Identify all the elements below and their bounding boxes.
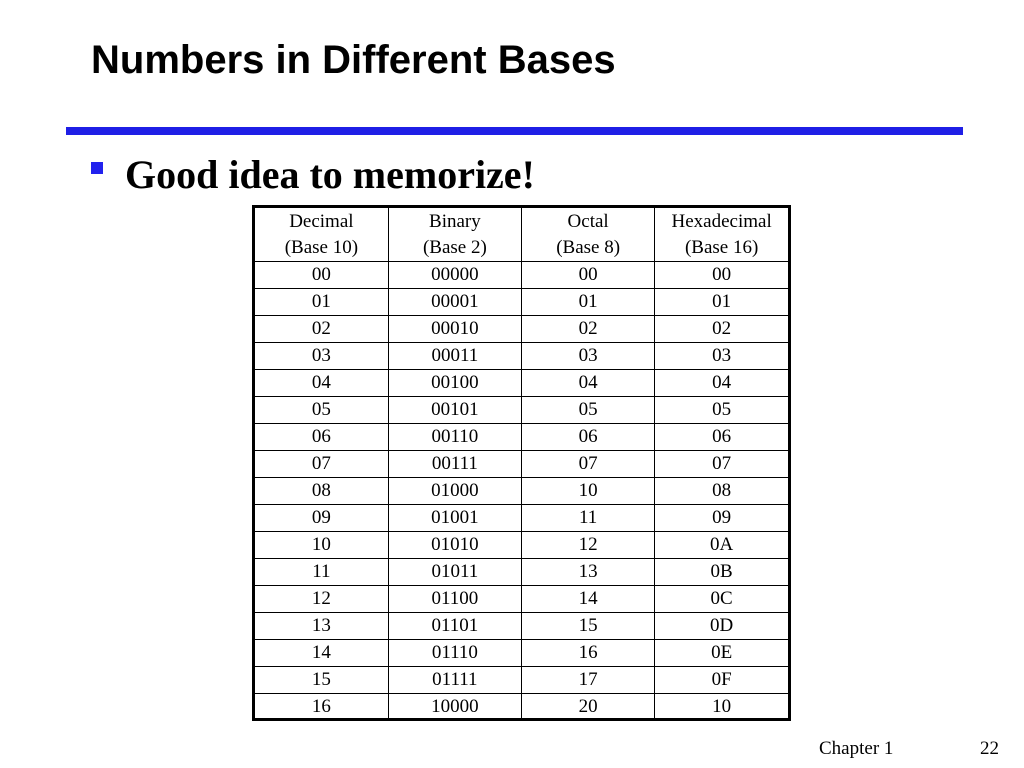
decimal-cell: 03 [255, 343, 388, 370]
header-line1: Binary [429, 210, 481, 232]
page-number: 22 [980, 738, 999, 759]
binary-cell: 00100 [388, 370, 521, 397]
hex-cell: 04 [655, 370, 788, 397]
octal-cell: 14 [522, 586, 655, 613]
hex-cell: 01 [655, 289, 788, 316]
binary-cell: 01101 [388, 613, 521, 640]
decimal-cell: 05 [255, 397, 388, 424]
table-header-row [255, 208, 788, 262]
hex-cell: 0E [655, 640, 788, 667]
base-conversion-table [252, 205, 791, 721]
header-octal [522, 208, 655, 262]
decimal-cell: 13 [255, 613, 388, 640]
table-row [255, 343, 788, 370]
header-binary [388, 208, 521, 262]
decimal-cell: 02 [255, 316, 388, 343]
hex-cell: 10 [655, 694, 788, 721]
table-row [255, 559, 788, 586]
octal-cell: 10 [522, 478, 655, 505]
hex-cell: 0B [655, 559, 788, 586]
decimal-cell: 15 [255, 667, 388, 694]
table-row [255, 316, 788, 343]
decimal-cell: 09 [255, 505, 388, 532]
bullet-text: Good idea to memorize! [125, 152, 535, 197]
octal-cell: 01 [522, 289, 655, 316]
table-row [255, 532, 788, 559]
binary-cell: 01011 [388, 559, 521, 586]
octal-cell: 00 [522, 262, 655, 289]
hex-cell: 0A [655, 532, 788, 559]
octal-cell: 16 [522, 640, 655, 667]
header-hexadecimal [655, 208, 788, 262]
octal-cell: 12 [522, 532, 655, 559]
header-line2: (Base 2) [422, 236, 487, 258]
hex-cell: 06 [655, 424, 788, 451]
binary-cell: 10000 [388, 694, 521, 721]
title-divider [66, 127, 963, 135]
header-line2: (Base 8) [556, 236, 621, 258]
table-row [255, 694, 788, 721]
binary-cell: 01010 [388, 532, 521, 559]
table-row [255, 613, 788, 640]
decimal-cell: 00 [255, 262, 388, 289]
header-line1: Octal [567, 210, 609, 232]
binary-cell: 01110 [388, 640, 521, 667]
square-bullet-icon [91, 162, 103, 174]
octal-cell: 04 [522, 370, 655, 397]
binary-cell: 01000 [388, 478, 521, 505]
table-row [255, 640, 788, 667]
header-line1: Hexadecimal [671, 210, 772, 232]
binary-cell: 01100 [388, 586, 521, 613]
binary-cell: 00001 [388, 289, 521, 316]
octal-cell: 17 [522, 667, 655, 694]
table-row [255, 424, 788, 451]
binary-cell: 01111 [388, 667, 521, 694]
binary-cell: 00110 [388, 424, 521, 451]
decimal-cell: 11 [255, 559, 388, 586]
decimal-cell: 16 [255, 694, 388, 721]
table-row [255, 586, 788, 613]
decimal-cell: 12 [255, 586, 388, 613]
hex-cell: 00 [655, 262, 788, 289]
octal-cell: 03 [522, 343, 655, 370]
binary-cell: 00000 [388, 262, 521, 289]
slide-title: Numbers in Different Bases [91, 38, 616, 82]
hex-cell: 08 [655, 478, 788, 505]
octal-cell: 06 [522, 424, 655, 451]
binary-cell: 00010 [388, 316, 521, 343]
binary-cell: 00011 [388, 343, 521, 370]
decimal-cell: 04 [255, 370, 388, 397]
table-row [255, 370, 788, 397]
binary-cell: 00101 [388, 397, 521, 424]
hex-cell: 02 [655, 316, 788, 343]
hex-cell: 0C [655, 586, 788, 613]
decimal-cell: 07 [255, 451, 388, 478]
octal-cell: 20 [522, 694, 655, 721]
decimal-cell: 14 [255, 640, 388, 667]
decimal-cell: 06 [255, 424, 388, 451]
binary-cell: 01001 [388, 505, 521, 532]
octal-cell: 11 [522, 505, 655, 532]
octal-cell: 13 [522, 559, 655, 586]
hex-cell: 0F [655, 667, 788, 694]
table-body [255, 262, 788, 721]
header-line1: Decimal [289, 210, 354, 232]
table-row [255, 262, 788, 289]
hex-cell: 07 [655, 451, 788, 478]
header-line2: (Base 16) [684, 236, 759, 258]
decimal-cell: 10 [255, 532, 388, 559]
octal-cell: 15 [522, 613, 655, 640]
octal-cell: 02 [522, 316, 655, 343]
header-decimal [255, 208, 388, 262]
octal-cell: 07 [522, 451, 655, 478]
footer-chapter: Chapter 1 [819, 738, 894, 759]
table-row [255, 505, 788, 532]
header-line2: (Base 10) [284, 236, 359, 258]
hex-cell: 03 [655, 343, 788, 370]
bullet-item [91, 150, 535, 200]
table-row [255, 667, 788, 694]
octal-cell: 05 [522, 397, 655, 424]
table-row [255, 478, 788, 505]
table-row [255, 397, 788, 424]
hex-cell: 09 [655, 505, 788, 532]
table-row [255, 289, 788, 316]
hex-cell: 05 [655, 397, 788, 424]
decimal-cell: 08 [255, 478, 388, 505]
hex-cell: 0D [655, 613, 788, 640]
binary-cell: 00111 [388, 451, 521, 478]
decimal-cell: 01 [255, 289, 388, 316]
table-row [255, 451, 788, 478]
